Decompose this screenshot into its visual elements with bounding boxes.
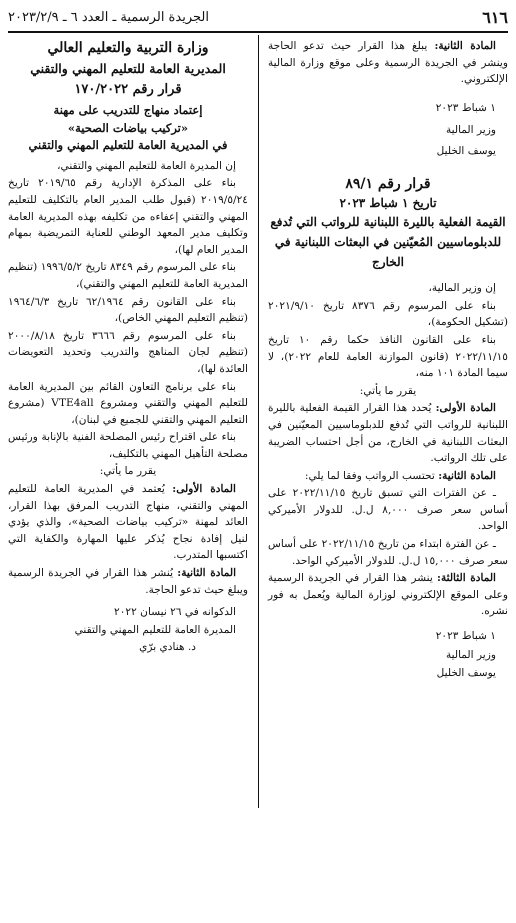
date-line: ١ شباط ٢٠٢٣ xyxy=(435,101,496,114)
article-paragraph xyxy=(268,468,508,485)
signatory-name: يوسف الخليل xyxy=(436,144,496,157)
right-column xyxy=(268,38,508,683)
decision-subject: في المديرية العامة للتعليم المهني والتقني xyxy=(28,138,228,153)
bullet-item: ـ عن الفترة ابتداء من تاريخ ٢٠٢٢/١١/١٥ على أساس سعر صرف ١٥,٠٠٠ ل.ل. للدولار الأميركي الواحد. xyxy=(268,538,508,567)
page-header xyxy=(8,6,508,28)
preamble-line: بناء على القانون النافذ حكما رقم ١٠ تاريخ ٢٠٢٢/١١/١٥ (قانون الموازنة العامة للعام ٢٠٢٢)، لا سيما المادة ١٠١ منه، xyxy=(268,333,508,380)
preamble-line: بناء على اقتراح رئيس المصلحة الفنية بالإنابة ورئيس مصلحة التأهيل المهني بالتكليف، xyxy=(8,431,248,460)
article-text: يبلغ هذا القرار حيث تدعو الحاجة وينشر في الجريدة الرسمية وعلى موقع وزارة المالية الإلكتروني. xyxy=(268,40,508,86)
decision-number: قرار رقم ٨٩/١ xyxy=(345,175,431,192)
bullet-item: ـ عن الفترات التي تسبق تاريخ ٢٠٢٢/١١/١٥ على أساس سعر صرف ٨,٠٠٠ ل.ل. للدولار الأميركي الواحد. xyxy=(268,487,508,533)
ministry-title: وزارة التربية والتعليم العالي xyxy=(47,40,209,56)
preamble-line: بناء على المرسوم رقم ٨٣٤٩ تاريخ ١٩٩٦/٥/٢ (تنظيم المديرية العامة للتعليم المهني والتقني)، xyxy=(8,261,248,290)
date-line: الدكوانه في ٢٦ نيسان ٢٠٢٢ xyxy=(114,606,236,619)
header-rule xyxy=(8,31,508,33)
preamble-line: إن المديرة العامة للتعليم المهني والتقني، xyxy=(57,159,236,172)
decision-subject: القيمة الفعلية بالليرة اللبنانية للرواتب التي تُدفع للدبلوماسيين المُعيّنين في البعثات اللبنانية في الخارج xyxy=(270,215,506,270)
page-number: ٦١٦ xyxy=(482,7,508,27)
article-paragraph xyxy=(8,565,248,598)
signatory-name: د. هنادي برّي xyxy=(139,641,196,654)
article-text: يُعتمد في المديرية العامة للتعليم المهني والتقني، منهاج التدريب المرفق بهذا القرار، العائد لمهنة «تركيب بياضات الصحية»، والذي يؤدي لنيل إفادة نجاح يُذكر عليها المهارة والكفاية التي اكتسبها المتدرب. xyxy=(8,483,248,562)
signatory-title: المديرة العامة للتعليم المهني والتقني xyxy=(74,623,236,636)
preamble-line: إن وزير المالية، xyxy=(428,282,496,295)
decision-date: تاريخ ١ شباط ٢٠٢٣ xyxy=(339,195,437,210)
running-title: الجريدة الرسمية ـ العدد ٦ ـ ٢٠٢٣/٢/٩ xyxy=(8,9,209,25)
article-paragraph xyxy=(268,38,508,88)
article-label: المادة الثالثة: xyxy=(437,572,496,585)
preamble-line: بناء على برنامج التعاون القائم بين المديرية العامة للتعليم المهني والتقني ومشروع VTE4all (مشروع التعليم المهني والتقني للجميع في لبنان)، xyxy=(8,380,248,426)
preamble-line: بناء على المرسوم رقم ٣٦٦٦ تاريخ ٢٠٠٠/٨/١٨ (تنظيم لجان المناهج والتدريب وتحديد التعويضات العائدة لها)، xyxy=(8,329,248,375)
article-paragraph xyxy=(268,570,508,620)
signatory-name: يوسف الخليل xyxy=(436,667,496,680)
preamble-line: بناء على المرسوم رقم ٨٣٧٦ تاريخ ٢٠٢١/٩/١٠ (تشكيل الحكومة)، xyxy=(268,299,508,329)
decides-line: يقرر ما يأتي: xyxy=(99,465,157,478)
preamble-line: بناء على القانون رقم ٦٢/١٩٦٤ تاريخ ١٩٦٤/٦/٣ (تنظيم التعليم المهني الخاص)، xyxy=(8,295,248,325)
directorate-title: المديرية العامة للتعليم المهني والتقني xyxy=(30,61,226,76)
preamble-line: بناء على المذكرة الإدارية رقم ٢٠١٩/٦٥ تاريخ ٢٠١٩/٥/٢٤ (قبول طلب المدير العام بالتكليف للتعليم المهني والتقني إعفاءه من تكليفه بهذه المديرية العامة وتكليف مدير المعهد الوطني للعناية التمريضية بمهام المدير العام لها)، xyxy=(8,177,248,256)
signatory-title: وزير المالية xyxy=(445,648,496,661)
article-label: المادة الأولى: xyxy=(172,483,236,496)
article-label: المادة الثانية: xyxy=(434,40,496,52)
date-line: ١ شباط ٢٠٢٣ xyxy=(435,630,496,643)
decision-number: قرار رقم ١٧٠/٢٠٢٢ xyxy=(74,82,182,97)
signatory-title: وزير المالية xyxy=(445,124,496,137)
article-paragraph xyxy=(268,400,508,466)
article-label: المادة الثانية: xyxy=(177,567,237,580)
article-text: يُنشر هذا القرار في الجريدة الرسمية ويبلغ حيث تدعو الحاجة. xyxy=(8,567,248,596)
article-text: يُحدد هذا القرار القيمة الفعلية بالليرة اللبنانية للرواتب التي تُدفع للدبلوماسيين المعيّنين في البعثات اللبنانية في الخارج، من أجل احتساب الضريبة على تلك الرواتب. xyxy=(268,402,508,465)
article-label: المادة الثانية: xyxy=(438,469,496,482)
article-text: تحتسب الرواتب وفقا لما يلي: xyxy=(304,469,439,482)
article-text: ينشر هذا القرار في الجريدة الرسمية وعلى الموقع الإلكتروني لوزارة المالية ويُعمل به فور نشره. xyxy=(268,572,508,618)
column-divider xyxy=(258,35,259,808)
decision-subject: «تركيب بياضات الصحية» xyxy=(67,120,189,135)
article-paragraph xyxy=(8,481,248,564)
decision-subject: إعتماد منهاج للتدريب على مهنة xyxy=(53,103,203,117)
article-label: المادة الأولى: xyxy=(435,402,496,415)
left-column xyxy=(8,38,248,657)
decides-line: يقرر ما يأتي: xyxy=(359,384,417,397)
